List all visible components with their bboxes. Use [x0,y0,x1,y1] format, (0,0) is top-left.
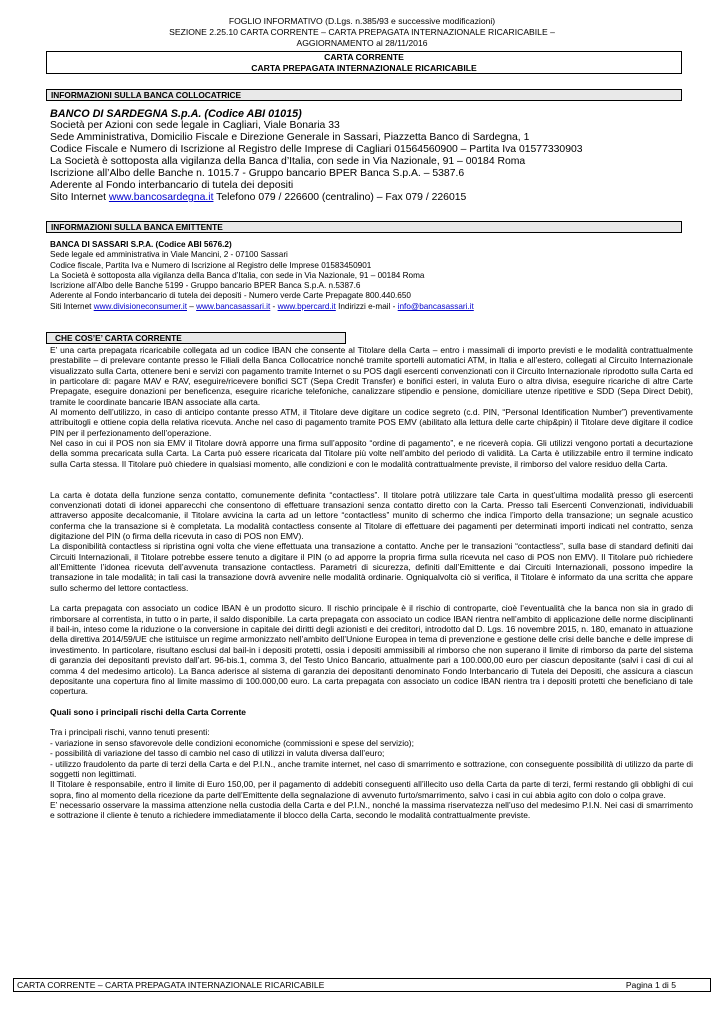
title-line-1: CARTA CORRENTE [324,52,404,62]
risk-item: - variazione in senso sfavorevole delle condizioni economiche (commissioni e spese del servizio); [50,737,414,748]
header-line-3: AGGIORNAMENTO al 28/11/2016 [296,38,428,48]
email-link[interactable]: info@bancasassari.it [397,301,474,311]
collocatrice-line: Iscrizione all’Albo delle Banche n. 1015.7 - Gruppo bancario BPER Banca S.p.A. – 5387.6 [50,168,465,179]
risk-item: - utilizzo fraudolento da parte di terzi della Carta e del P.I.N., anche tramite internet, nel caso di smarrimento e sottrazione, con conseguente possibilità di utilizzo da parte di soggetti non legittimati. [50,758,693,779]
bancasassari-link[interactable]: www.bancasassari.it [196,301,271,311]
emittente-sites-line [50,302,690,312]
email-label: Indirizzi e-mail - [335,301,398,311]
emittente-info [50,240,690,312]
collocatrice-line: Codice Fiscale e Numero di Iscrizione al Registro delle Imprese di Cagliari 01564560900 – Partita Iva 01577330903 [50,144,583,155]
emittente-line: La Società è sottoposta alla vigilanza della Banca d’Italia, con sede in Via Nazionale, 91 – 00184 Roma [50,270,425,280]
cose-body [50,345,693,821]
paragraph: Nel caso in cui il POS non sia EMV il Titolare dovrà apporre una firma sull’apposito “ordine di pagamento”, e ne riceverà copia. Gli utilizzi vengono portati a decurtazione della somma precaricata sulla Carta. La Carta può essere ricaricata dal Titolare più volte nell’ambito del periodo di validità. La Carta è utilizzabile entro il termine indicato sulla Carta stessa. Il Titolare può chiedere in qualsiasi momento, alle condizioni e con le modalità contrattualmente previste, il rimborso del valore residuo della Carta. [50,438,693,469]
emittente-line: Aderente al Fondo interbancario di tutela dei depositi - Numero verde Carte Prepagate 800.440.650 [50,291,411,301]
separator: – [187,301,197,311]
emittente-line: Sede legale ed amministrativa in Viale Mancini, 2 - 07100 Sassari [50,250,288,260]
header-line-1: FOGLIO INFORMATIVO (D.Lgs. n.385/93 e successive modificazioni) [228,16,496,26]
title-line-2: CARTA PREPAGATA INTERNAZIONALE RICARICABILE [251,62,477,73]
site-prefix: Sito Internet [50,192,109,203]
document-title-box [46,51,682,74]
paragraph: E’ necessario osservare la massima attenzione nella custodia della Carta e del P.I.N., nonché la massima riservatezza nell’uso del medesimo P.I.N. Nei casi di smarrimento e sottrazione il cliente è tenuto a richiedere immediatamente il blocco della Carta, secondo le modalità contrattualmente previste. [50,799,693,821]
footer-title: CARTA CORRENTE – CARTA PREPAGATA INTERNAZIONALE RICARICABILE [17,980,325,990]
paragraph: E’ una carta prepagata ricaricabile collegata ad un codice IBAN che consente al Titolare della Carta – entro i massimali di importo previsti e le modalità contrattualmente prestabilite – di prelevare contante presso le Filiali della Banca Collocatrice nonché tramite sportelli automatici ATM, in Italia e all’estero, collegati al Circuito Internazionale visualizzato sulla Carta, ottenere beni e servizi con pagamento tramite Internet o su POS dagli esercenti convenzionati con il Circuito Internazionale riprodotto sulla Carta ed in particolare di: pagare MAV e RAV, eseguire/ricevere bonifici SCT (Sepa Credit Transfer) e bonifici esteri, in valuta Euro o altra divisa, eseguire ricariche di altre Carte Prepagate, eseguire donazioni per beneficenza, eseguire ricariche telefoniche, canalizzare stipendio e pensione, domiciliare utenze ripetitive e SDD (Sepa Direct Debit), tramite le coordinate bancarie IBAN associate alla carta. [50,345,693,407]
collocatrice-info [50,108,690,204]
sites-prefix: Siti Internet [50,301,94,311]
bancosardegna-link[interactable]: www.bancosardegna.it [108,192,214,203]
paragraph: Al momento dell’utilizzo, in caso di anticipo contante presso ATM, il Titolare deve digitare un codice segreto (c.d. PIN, “Personal Identification Number”) preventivamente attribuitogli e ottiene copia della relativa ricevuta. Anche nel caso di pagamento tramite POS EMV (abilitato alla lettura delle carte chip&pin) il Titolare deve digitare il codice PIN per il perfezionamento dell’operazione. [50,407,693,438]
risk-item: - possibilità di variazione del tasso di cambio nel caso di utilizzi in valuta diversa dall’euro; [50,748,385,759]
page-footer [13,978,711,992]
risk-heading: Quali sono i principali rischi della Carta Corrente [50,706,246,717]
divisioneconsumer-link[interactable]: www.divisioneconsumer.it [93,301,187,311]
collocatrice-site-line [50,192,690,204]
page-number: Pagina 1 di 5 [625,980,676,990]
paragraph: La carta è dotata della funzione senza contatto, comunemente definita “contactless”. Il titolare potrà utilizzare tale Carta in quest’ultima modalità presso gli esercenti convenzionati dotati di idonei apparecchi che consentono di effettuare transazioni senza contatto diretto con la Carta. Presso tali Esercenti Convenzionati, individuabili attraverso apposite decalcomanie, il Titolare avvicina la carta ad un lettore “contactless” munito di schermo che indica l’importo della transazione; un segnale acustico conferma che la transazione si è completata. La modalità contactless consente al Titolare di effettuare dei pagamenti per determinati importi indicati nel contratto, senza digitazione del PIN (o firma della ricevuta in caso di POS non EMV). [50,489,693,542]
collocatrice-line: Aderente al Fondo interbancario di tutela dei depositi [50,180,294,191]
paragraph: La carta prepagata con associato un codice IBAN è un prodotto sicuro. Il rischio principale è il rischio di controparte, cioè l’eventualità che la banca non sia in grado di rimborsare al correntista, in tutto o in parte, il saldo disponibile. La carta prepagata con associato un codice IBAN rientra nell’ambito di applicazione delle norme disciplinanti il bail-in, inteso come la riduzione o la conversione in capitale dei diritti degli azionisti e dei creditori, introdotto dal D. Lgs. 16 novembre 2015, n. 180, emanato in attuazione della direttiva 2014/59/UE che istituisce un regime armonizzato nell’ambito dell’Unione Europea in tema di prevenzione e gestione delle crisi delle banche e delle imprese di investimento. In particolare, risultano esclusi dal bail-in i depositi protetti, ossia i depositi ammissibili al rimborso che non superano il limite di rimborso da parte del sistema di garanzia dei depositanti previsto dall’art. 96-bis.1, comma 3, del Testo Unico Bancario, attualmente pari a 100.000,00 euro per ciascun depositante (salvi i casi di cui al comma 4 del medesimo articolo). La Banca aderisce al sistema di garanzia dei depositanti denominato Fondo Interbancario di Tutela dei Depositi, che assicura a ciascun depositante una copertura fino al limite massimo di 100.000,00 euro. La carta prepagata con associato un codice IBAN rientra tra i depositi protetti che beneficiano di tale copertura. [50,603,693,697]
section-heading-emittente: INFORMAZIONI SULLA BANCA EMITTENTE [46,221,682,233]
emittente-line: Codice fiscale, Partita Iva e Numero di Iscrizione al Registro delle Imprese 01583450901 [50,260,372,270]
separator: - [270,301,278,311]
collocatrice-line: Sede Amministrativa, Domicilio Fiscale e Direzione Generale in Sassari, Piazzetta Banco di Sardegna, 1 [50,132,530,143]
bpercard-link[interactable]: www.bpercard.it [277,301,336,311]
paragraph: La disponibilità contactless si ripristina ogni volta che viene effettuata una transazione a contatto. Anche per le transazioni “contactless”, sulla base di standard definiti dai Circuiti Internazionali, il Titolare potrebbe essere tenuto a digitare il PIN (o ad apporre la propria firma sulla ricevuta nel caso di POS non EMV). Il Titolare può richiedere all’Emittente l’idonea ricevuta dell’avvenuta transazione contactless. Parametri di sicurezza, definiti dall’Emittente e dai Circuiti Internazionali, possono impedire la transazione in tale modalità; in tali casi la transazione dovrà avvenire nelle modalità ordinarie. Ogniqualvolta ciò si verifica, il Titolare è informato da una scritta che appare sullo schermo del lettore contactless. [50,541,693,593]
header-line-2: SEZIONE 2.25.10 CARTA CORRENTE – CARTA PREPAGATA INTERNAZIONALE RICARICABILE – [169,27,555,37]
paragraph: Il Titolare è responsabile, entro il limite di Euro 150,00, per il pagamento di addebiti conseguenti all’illecito uso della Carta da parte di terzi, fermi restando gli obblighi di cui sopra, fino al momento della ricezione da parte dell’Emittente della segnalazione di avvenuto furto/smarrimento, salvo i casi in cui abbia agito con dolo o colpa grave. [50,779,693,800]
contact-phone-fax: Telefono 079 / 226600 (centralino) – Fax 079 / 226015 [213,192,467,203]
section-heading-cose: CHE COS’E’ CARTA CORRENTE [46,332,346,344]
section-heading-collocatrice: INFORMAZIONI SULLA BANCA COLLOCATRICE [46,89,682,101]
emittente-line: Iscrizione all’Albo delle Banche 5199 - Gruppo bancario BPER Banca S.p.A. n.5387.6 [50,281,361,291]
collocatrice-line: La Società è sottoposta alla vigilanza della Banca d’Italia, con sede in Via Nazionale, 91 – 00184 Roma [50,156,526,167]
emittente-name: BANCA DI SASSARI S.P.A. (Codice ABI 5676.2) [50,240,232,249]
collocatrice-name: BANCO DI SARDEGNA S.p.A. (Codice ABI 01015) [50,108,302,120]
collocatrice-line: Società per Azioni con sede legale in Cagliari, Viale Bonaria 33 [50,120,340,131]
risk-intro: Tra i principali rischi, vanno tenuti presenti: [50,727,210,738]
